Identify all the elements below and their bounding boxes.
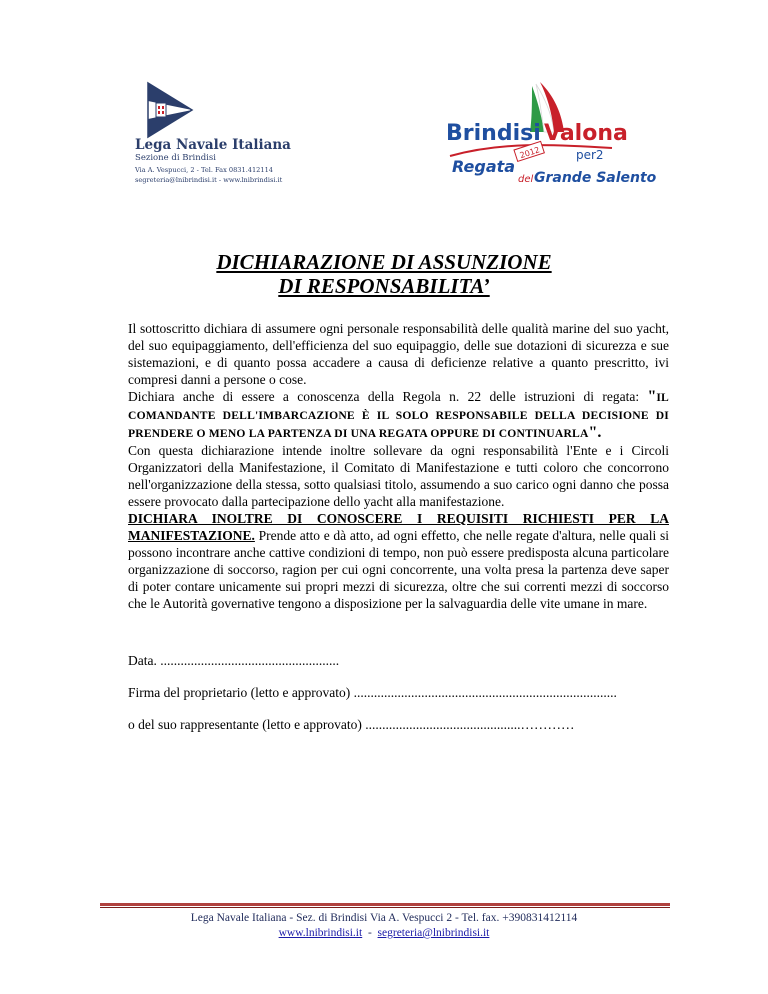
document-title-line1: DICHIARAZIONE DI ASSUNZIONE — [216, 250, 552, 274]
representative-signature-line: o del suo rappresentante (letto e approvato) ..............................................………… — [128, 717, 575, 732]
lni-logo-contacts: segreteria@lnibrindisi.it - www.lnibrindisi.it — [135, 176, 283, 184]
paragraph-requirements — [128, 510, 669, 612]
rule-22-close-quote: ". — [588, 424, 602, 441]
logo-valona-text: Valona — [544, 121, 628, 146]
logo-year-text: 2012 — [518, 145, 541, 161]
logo-del-text: del — [518, 174, 534, 185]
footer-separator: - — [362, 927, 378, 939]
lni-logo-section: Sezione di Brindisi — [135, 153, 216, 163]
lni-burgee-flag-icon — [148, 83, 192, 137]
paragraph-rule-22 — [128, 388, 669, 442]
owner-signature-line: Firma del proprietario (letto e approvato) .............................................................................. — [128, 685, 617, 700]
declaration-body — [128, 320, 669, 612]
paragraph-responsibility: Il sottoscritto dichiara di assumere ogni personale responsabilità delle qualità marine del suo yacht, del suo equipaggiamento, dell'efficienza del suo equipaggio, delle sue dotazioni di sicurezza e sue sistemazioni, e di quanto possa accadere a causa di deficienze relative a quanto prescritto, ivi compresi danni a persone o cose. — [128, 321, 669, 387]
rule-22-intro: Dichiara anche di essere a conoscenza della Regola n. 22 delle istruzioni di regata: — [128, 389, 648, 404]
footer-address: Lega Navale Italiana - Sez. di Brindisi Via A. Vespucci 2 - Tel. fax. +390831412114 — [190, 912, 578, 924]
logo-grande-salento-text: Grande Salento — [534, 170, 657, 186]
document-title-line2: DI RESPONSABILITA’ — [278, 274, 490, 298]
brindisi-valona-logo — [440, 82, 657, 192]
lni-logo-address: Via A. Vespucci, 2 - Tel. Fax 0831.412114 — [135, 166, 273, 174]
paragraph-release: Con questa dichiarazione intende inoltre sollevare da ogni responsabilità l'Ente e i Circoli Organizzatori della Manifestazione, il Comitato di Manifestazione e tutti coloro che concorrono nell'organizzazione della stessa, sotto qualsiasi titolo, assumendo a suo carico ogni danno che possa essere provocato dalla partecipazione dello yacht alla manifestazione. — [128, 443, 669, 509]
logo-regata-text: Regata — [452, 157, 516, 176]
logo-per2-text: per2 — [576, 148, 604, 162]
footer-links — [0, 927, 768, 939]
date-line: Data. ..................................................... — [128, 653, 340, 668]
rule-22-open-quote: " — [647, 388, 657, 405]
requirements-heading: DICHIARA INOLTRE DI CONOSCERE I REQUISITI RICHIESTI PER LA MANIFESTAZIONE. — [128, 511, 669, 543]
footer-divider — [100, 903, 670, 906]
footer-email-link[interactable]: segreteria@lnibrindisi.it — [377, 927, 490, 939]
footer-divider-shadow — [100, 907, 670, 908]
footer-website-link[interactable]: www.lnibrindisi.it — [278, 927, 363, 939]
requirements-text: Prende atto e dà atto, ad ogni effetto, che nelle regate d'altura, nelle quali si possono incontrare anche cattive condizioni di tempo, non può essere predisposta alcuna particolare organizzazione di soccorso, ragion per cui ogni concorrente, una volta presa la partenza deve saper di poter contare unicamente sui propri mezzi di sicurezza, oltre che sui correnti mezzi di soccorso che le Autorità governative tengono a disposizione per la salvaguardia delle vite umane in mare. — [128, 528, 669, 611]
lni-logo-name: Lega Navale Italiana — [135, 137, 291, 153]
rule-22-text: IL COMANDANTE DELL'IMBARCAZIONE È IL SOLO RESPONSABILE DELLA DECISIONE DI PRENDERE O MENO LA PARTENZA DI UNA REGATA OPPURE DI CONTINUARLA — [128, 391, 669, 440]
logo-brindisi-text: Brindisi — [446, 121, 541, 146]
